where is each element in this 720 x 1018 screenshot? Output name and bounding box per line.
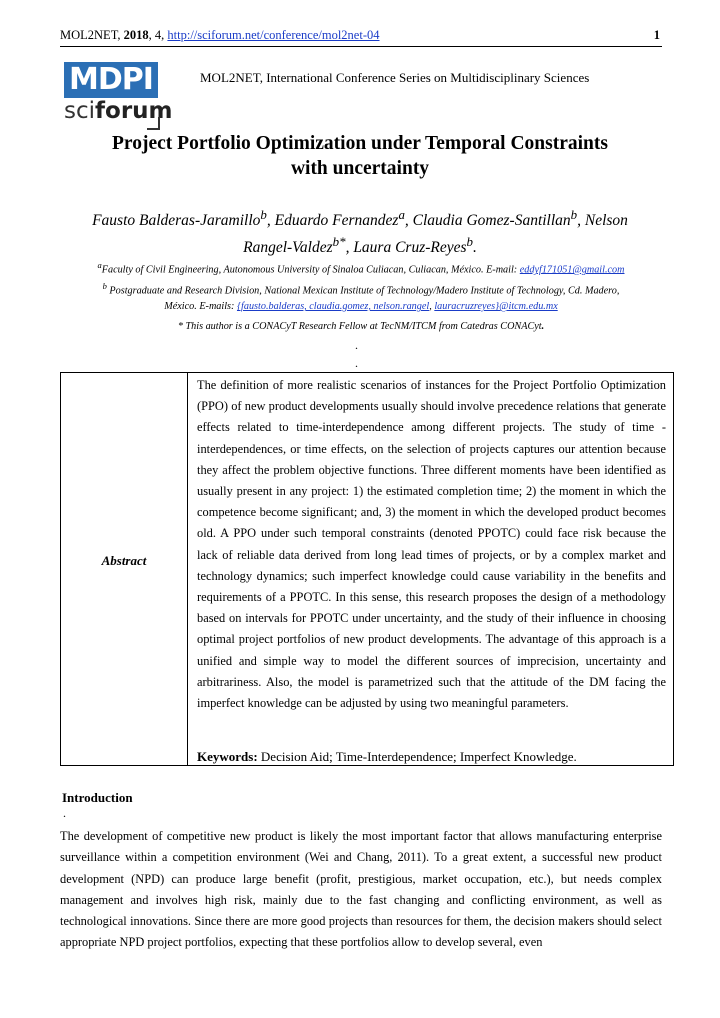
conference-link[interactable]: http://sciforum.net/conference/mol2net-04: [167, 28, 380, 42]
abstract-table: [60, 372, 674, 766]
table-divider: [187, 373, 188, 765]
separator-dot: .: [355, 338, 358, 352]
email-link[interactable]: {fausto.balderas, claudia.gomez, nelson.rangel: [236, 301, 430, 312]
author-list: Fausto Balderas-Jaramillo$^b$, Eduardo Fernandez$^a$, Claudia Gomez-Santillan$^b$, Nelson Rangel-Valdez$^{b*}$, Laura Cruz-Reyes$^b$.: [92, 207, 628, 257]
email-link[interactable]: eddyf171051@gmail.com: [519, 264, 625, 276]
abstract-label: Abstract: [101, 553, 147, 568]
logo-tick-icon: [146, 116, 160, 130]
mdpi-logo-text: MDPI: [64, 62, 158, 98]
separator-dot: .: [63, 806, 66, 820]
introduction-text: The development of competitive new product is likely the most important factor that allows manufacturing enterprise surveillance within a competition environment (Wei and Chang, 2011). To a great extent, a successful new product development (NPD) can produce large benefit (profit, prestigious, market occupation, etc.), but needs complex management and involves high risk, mainly due to the fast changing and conflicting environment, as well as technological innovations. Since there are more good projects than resources for them, the decision makers should select appropriate NPD project portfolios, expecting that these portfolios allow to develop several, even: [60, 829, 662, 950]
separator-dot: .: [355, 356, 358, 370]
email-link[interactable]: lauracruzreyes}@itcm.edu.mx: [434, 301, 558, 312]
journal-citation: MOL2NET, 2018, 4, http://sciforum.net/conference/mol2net-04: [60, 28, 380, 42]
page-header: [60, 28, 662, 47]
author-note: * This author is a CONACyT Research Fellow at TecNM/ITCM from Catedras CONACyt.: [177, 321, 545, 332]
affiliation-b-emails: México. E-mails: {fausto.balderas, claudia.gomez, nelson.rangel, lauracruzreyes}@itcm.edu.mx: [164, 301, 558, 312]
affiliation-b: $^b$ Postgraduate and Research Division, National Mexican Institute of Technology/Madero Institute of Technology, Cd. Madero,: [102, 281, 620, 297]
sciforum-logo-text: sciforum: [64, 98, 173, 124]
abstract-text: The definition of more realistic scenarios of instances for the Project Portfolio Optimization (PPO) of new product developments usually should involve precedence relations that generate effects related to time-interdependence among different projects. The study of time -interdependences, or time effects, on the selection of projects captures our attention because they affect the problem objective functions. Three different moments have been identified as usually present in any project: 1) the estimated completion time; 2) the moment in which the competence become significant; and, 3) the moment in which the developed product becomes old. A PPO under such temporal constraints (denoted PPOTC) could face risk because the lack of reliable data derived from long lead times of projects, or by a complex market and technology dynamics; such imperfect knowledge could cause variability in the benefits and requirements of a PPOTC. In this sense, this research proposes the design of a methodology based on intervals for PPOTC under uncertainty, and the study of their influence in choosing optimal project portfolios of new product developments. The advantage of this approach is a unified and simple way to model the different sources of imprecision, uncertainty and arbitrariness. Also, the model is parametrized such that the attitude of the DM facing the imperfect knowledge can be adjusted by using two meaningful parameters.: [197, 378, 666, 711]
section-heading: Introduction: [62, 790, 133, 805]
mdpi-sciforum-logo: [64, 62, 173, 130]
affiliation-a: $^a$Faculty of Civil Engineering, Autonomous University of Sinaloa Culiacan, Culiacan, México. E-mail: eddyf171051@gmail.com: [97, 260, 625, 276]
paper-title: Project Portfolio Optimization under Temporal Constraints with uncertainty: [112, 133, 608, 179]
keywords: Keywords: Decision Aid; Time-Interdependence; Imperfect Knowledge.: [197, 749, 577, 764]
conference-series: MOL2NET, International Conference Series on Multidisciplinary Sciences: [200, 70, 590, 85]
page-number: 1: [653, 28, 660, 42]
